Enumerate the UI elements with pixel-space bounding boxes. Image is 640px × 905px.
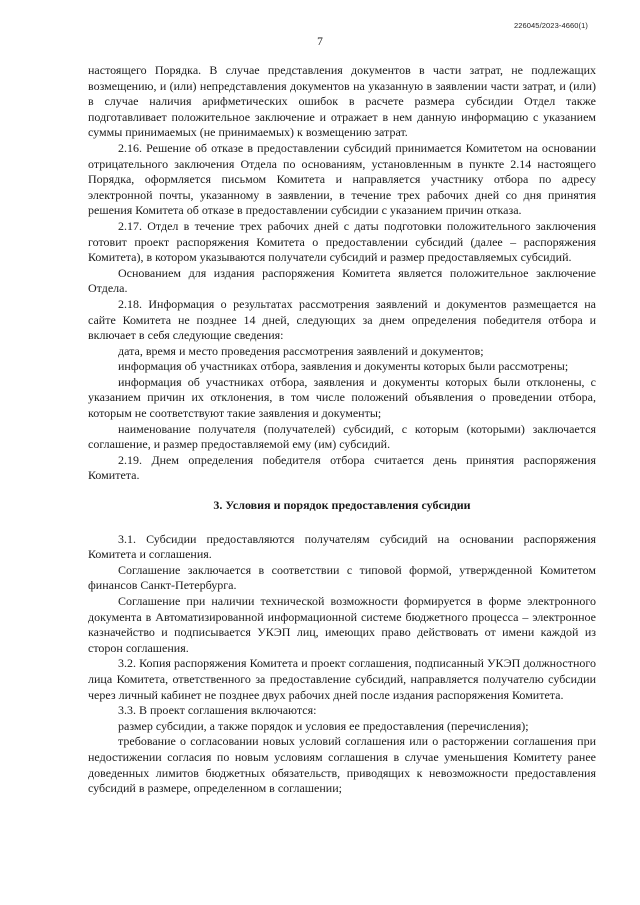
document-id: 226045/2023-4660(1) <box>513 21 588 30</box>
paragraph: Соглашение при наличии технической возможности формируется в форме электронного документа в Автоматизированной информационной системе бюджетного процесса – электронное казначейство и подписывается УКЭП лиц, имеющих право действовать от имени каждой из сторон соглашения. <box>88 594 596 655</box>
paragraph: информация об участниках отбора, заявления и документы которых были отклонены, с указанием причин их отклонения, в том числе положений объявления о проведении отбора, которым не соответствуют такие заявления и документы; <box>88 374 596 421</box>
paragraph: 3.1. Субсидии предоставляются получателям субсидий на основании распоряжения Комитета и соглашения. <box>88 531 596 562</box>
paragraph: настоящего Порядка. В случае представления документов в части затрат, не подлежащих возмещению, и (или) непредставления документов на указанную в заявлении части затрат, и (или) в случае наличия арифметических ошибок в расчете размера субсидии Отдел также подготавливает положительное заключение и отражает в нем данную информацию с указанием суммы принимаемых (не принимаемых) к возмещению затрат. <box>88 63 596 140</box>
paragraph: 2.16. Решение об отказе в предоставлении субсидий принимается Комитетом на основании отрицательного заключения Отдела по основаниям, установленным в пункте 2.14 настоящего Порядка, оформляется письмом Комитета и направляется участнику отбора по адресу электронной почты, указанному в заявлении, в течение трех рабочих дней со дня принятия решения Комитета об отказе в предоставлении субсидии с указанием причин отказа. <box>88 140 596 218</box>
paragraph: Основанием для издания распоряжения Комитета является положительное заключение Отдела. <box>88 265 596 296</box>
paragraph: 2.18. Информация о результатах рассмотрения заявлений и документов размещается на сайте Комитета не позднее 14 дней, следующих за днем определения победителя отбора и включает в себя следующие сведения: <box>88 296 596 343</box>
paragraph: размер субсидии, а также порядок и условия ее предоставления (перечисления); <box>118 718 529 733</box>
paragraphs-before-heading <box>88 63 596 484</box>
paragraph: информация об участниках отбора, заявления и документы которых были рассмотрены; <box>118 359 569 374</box>
paragraph: дата, время и место проведения рассмотрения заявлений и документов; <box>118 343 484 358</box>
paragraph: 3.2. Копия распоряжения Комитета и проект соглашения, подписанный УКЭП должностного лица Комитета, ответственного за предоставление субсидий, направляется получателю субсидии через личный кабинет не позднее двух рабочих дней после издания распоряжения Комитета. <box>88 656 596 702</box>
paragraph: 3.3. В проект соглашения включаются: <box>118 703 317 718</box>
paragraph: требование о согласовании новых условий соглашения или о расторжении соглашения при недостижении согласия по новым условиям соглашения в случае уменьшения Комитету ранее доведенных лимитов бюджетных обязательств, приводящих к невозможности предоставления субсидий в размере, определенном в соглашении; <box>88 734 596 796</box>
paragraphs-after-heading <box>88 532 596 797</box>
document-body <box>88 63 596 797</box>
paragraph: 2.17. Отдел в течение трех рабочих дней с даты подготовки положительного заключения готовит проект распоряжения Комитета о предоставлении субсидий (далее – распоряжения Комитета), в котором указываются получатели субсидий и размер предоставляемых субсидий. <box>88 218 596 265</box>
page-number: 7 <box>317 36 323 48</box>
paragraph: наименование получателя (получателей) субсидий, с которым (которыми) заключается соглашение, и размер предоставляемой ему (им) субсидий. <box>88 421 596 452</box>
paragraph: 2.19. Днем определения победителя отбора считается день принятия распоряжения Комитета. <box>88 452 596 483</box>
section-heading: 3. Условия и порядок предоставления субсидии <box>213 498 471 513</box>
paragraph: Соглашение заключается в соответствии с типовой формой, утвержденной Комитетом финансов Санкт-Петербурга. <box>88 562 596 593</box>
